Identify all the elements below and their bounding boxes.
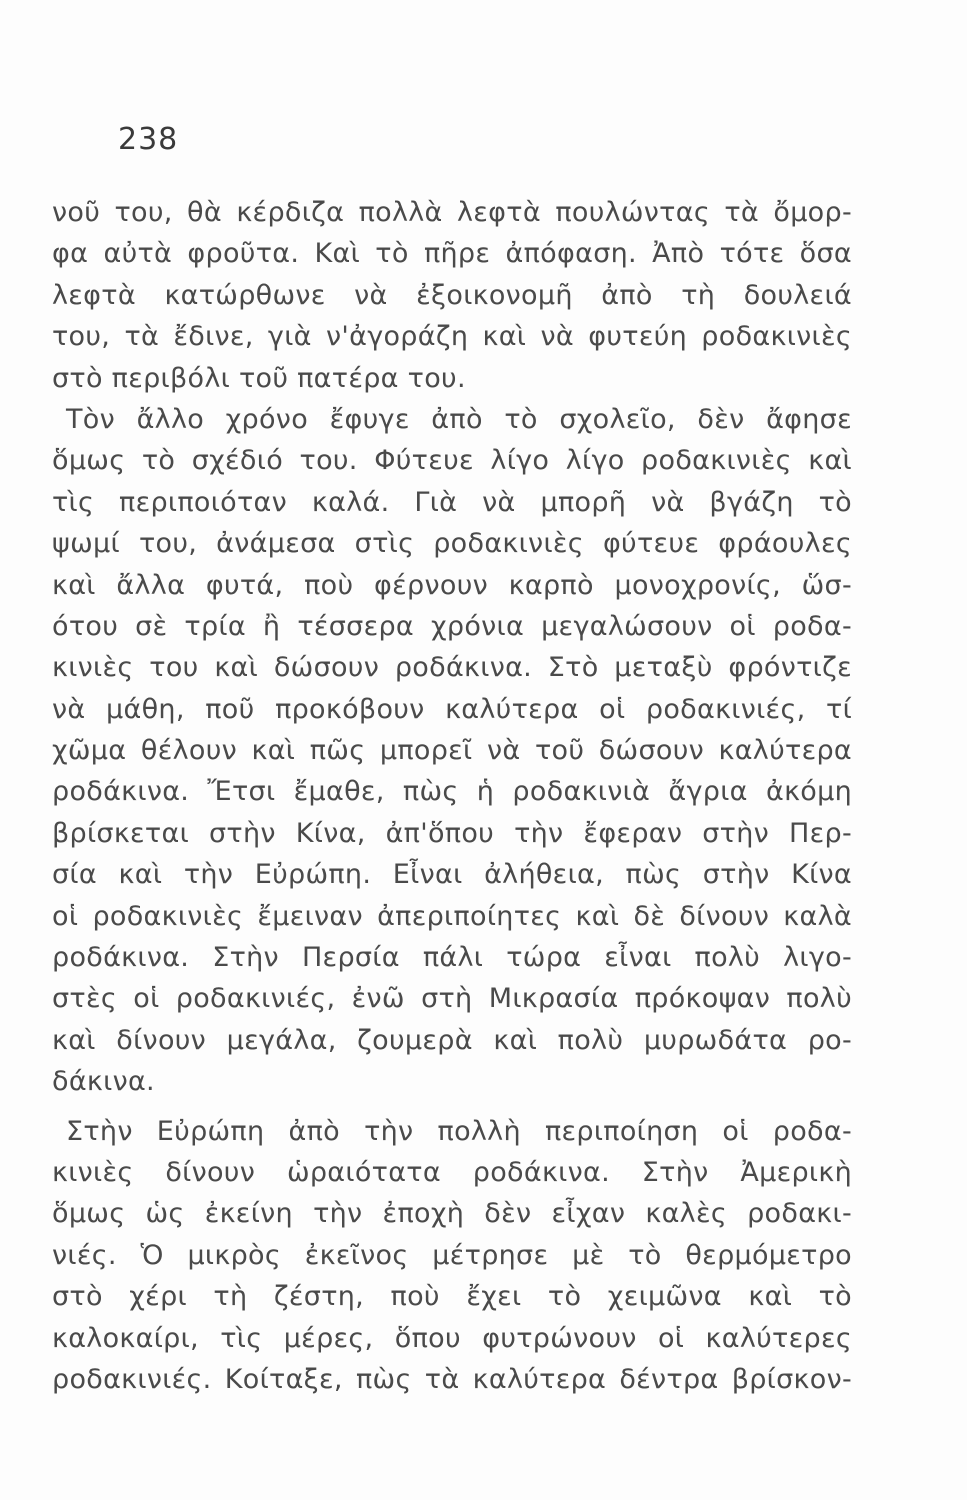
text-line: Τὸν ἄλλο χρόνο ἔφυγε ἀπὸ τὸ σχολεῖο, δὲν ἄφησε — [66, 403, 852, 435]
text-line: Στὴν Εὐρώπη ἀπὸ τὴν πολλὴ περιποίηση οἱ ροδα- — [66, 1115, 852, 1147]
text-line: ὅμως ὡς ἐκείνη τὴν ἐποχὴ δὲν εἶχαν καλὲς ροδακι- — [52, 1198, 852, 1230]
text-line: καλοκαίρι, τὶς μέρες, ὅπου φυτρώνουν οἱ καλύτερες — [52, 1322, 852, 1354]
text-line: κινιὲς δίνουν ὡραιότατα ροδάκινα. Στὴν Ἀμερικὴ — [52, 1156, 852, 1188]
text-line: κινιὲς του καὶ δώσουν ροδάκινα. Στὸ μεταξὺ φρόντιζε — [52, 652, 852, 684]
text-line: του, τὰ ἔδινε, γιὰ ν'ἀγοράζη καὶ νὰ φυτεύη ροδακινιὲς — [52, 321, 852, 353]
text-line: βρίσκεται στὴν Κίνα, ἀπ'ὅπου τὴν ἔφεραν στὴν Περ- — [52, 817, 852, 849]
text-line: ότου σὲ τρία ἢ τέσσερα χρόνια μεγαλώσουν οἱ ροδα- — [52, 610, 852, 642]
text-line: ροδάκινα. Ἔτσι ἔμαθε, πὼς ἡ ροδακινιὰ ἄγρια ἀκόμη — [52, 776, 852, 808]
text-line: στὸ περιβόλι τοῦ πατέρα του. — [52, 362, 466, 394]
text-line: δάκινα. — [52, 1066, 155, 1098]
text-line: λεφτὰ κατώρθωνε νὰ ἐξοικονομῆ ἀπὸ τὴ δουλειά — [52, 279, 852, 311]
text-line: ψωμί του, ἀνάμεσα στὶς ροδακινιὲς φύτευε φράουλες — [52, 528, 852, 560]
text-line: στὸ χέρι τὴ ζέστη, ποὺ ἔχει τὸ χειμῶνα καὶ τὸ — [52, 1281, 852, 1313]
page-number: 238 — [118, 122, 179, 157]
text-line: νὰ μάθη, ποῦ προκόβουν καλύτερα οἱ ροδακινιές, τί — [52, 693, 852, 725]
text-line: καὶ ἄλλα φυτά, ποὺ φέρνουν καρπὸ μονοχρονίς, ὥσ- — [52, 569, 852, 601]
text-line: νοῦ του, θὰ κέρδιζα πολλὰ λεφτὰ πουλώντας τὰ ὄμορ- — [52, 197, 852, 228]
text-line: ροδάκινα. Στὴν Περσία πάλι τώρα εἶναι πολὺ λιγο- — [52, 942, 852, 974]
text-line: οἱ ροδακινιὲς ἔμειναν ἀπεριποίητες καὶ δὲ δίνουν καλὰ — [52, 900, 852, 932]
text-line: σία καὶ τὴν Εὐρώπη. Εἶναι ἀλήθεια, πὼς στὴν Κίνα — [52, 859, 852, 891]
text-line: τὶς περιποιόταν καλά. Γιὰ νὰ μπορῆ νὰ βγάζη τὸ — [52, 486, 852, 518]
paragraph-gap — [52, 1103, 852, 1111]
text-line: χῶμα θέλουν καὶ πῶς μπορεῖ νὰ τοῦ δώσουν καλύτερα — [52, 735, 852, 767]
text-line: στὲς οἱ ροδακινιές, ἐνῶ στὴ Μικρασία πρόκοψαν πολὺ — [52, 983, 852, 1015]
text-line: καὶ δίνουν μεγάλα, ζουμερὰ καὶ πολὺ μυρωδάτα ρο- — [52, 1024, 852, 1056]
text-line: ροδακινιές. Κοίταξε, πὼς τὰ καλύτερα δέντρα βρίσκον- — [52, 1363, 852, 1395]
text-line: φα αὐτὰ φροῦτα. Καὶ τὸ πῆρε ἀπόφαση. Ἀπὸ τότε ὅσα — [52, 238, 852, 270]
body-text — [52, 192, 852, 1400]
text-line: νιές. Ὁ μικρὸς ἐκεῖνος μέτρησε μὲ τὸ θερμόμετρο — [52, 1239, 852, 1271]
text-line: ὅμως τὸ σχέδιό του. Φύτευε λίγο λίγο ροδακινιὲς καὶ — [52, 445, 852, 477]
